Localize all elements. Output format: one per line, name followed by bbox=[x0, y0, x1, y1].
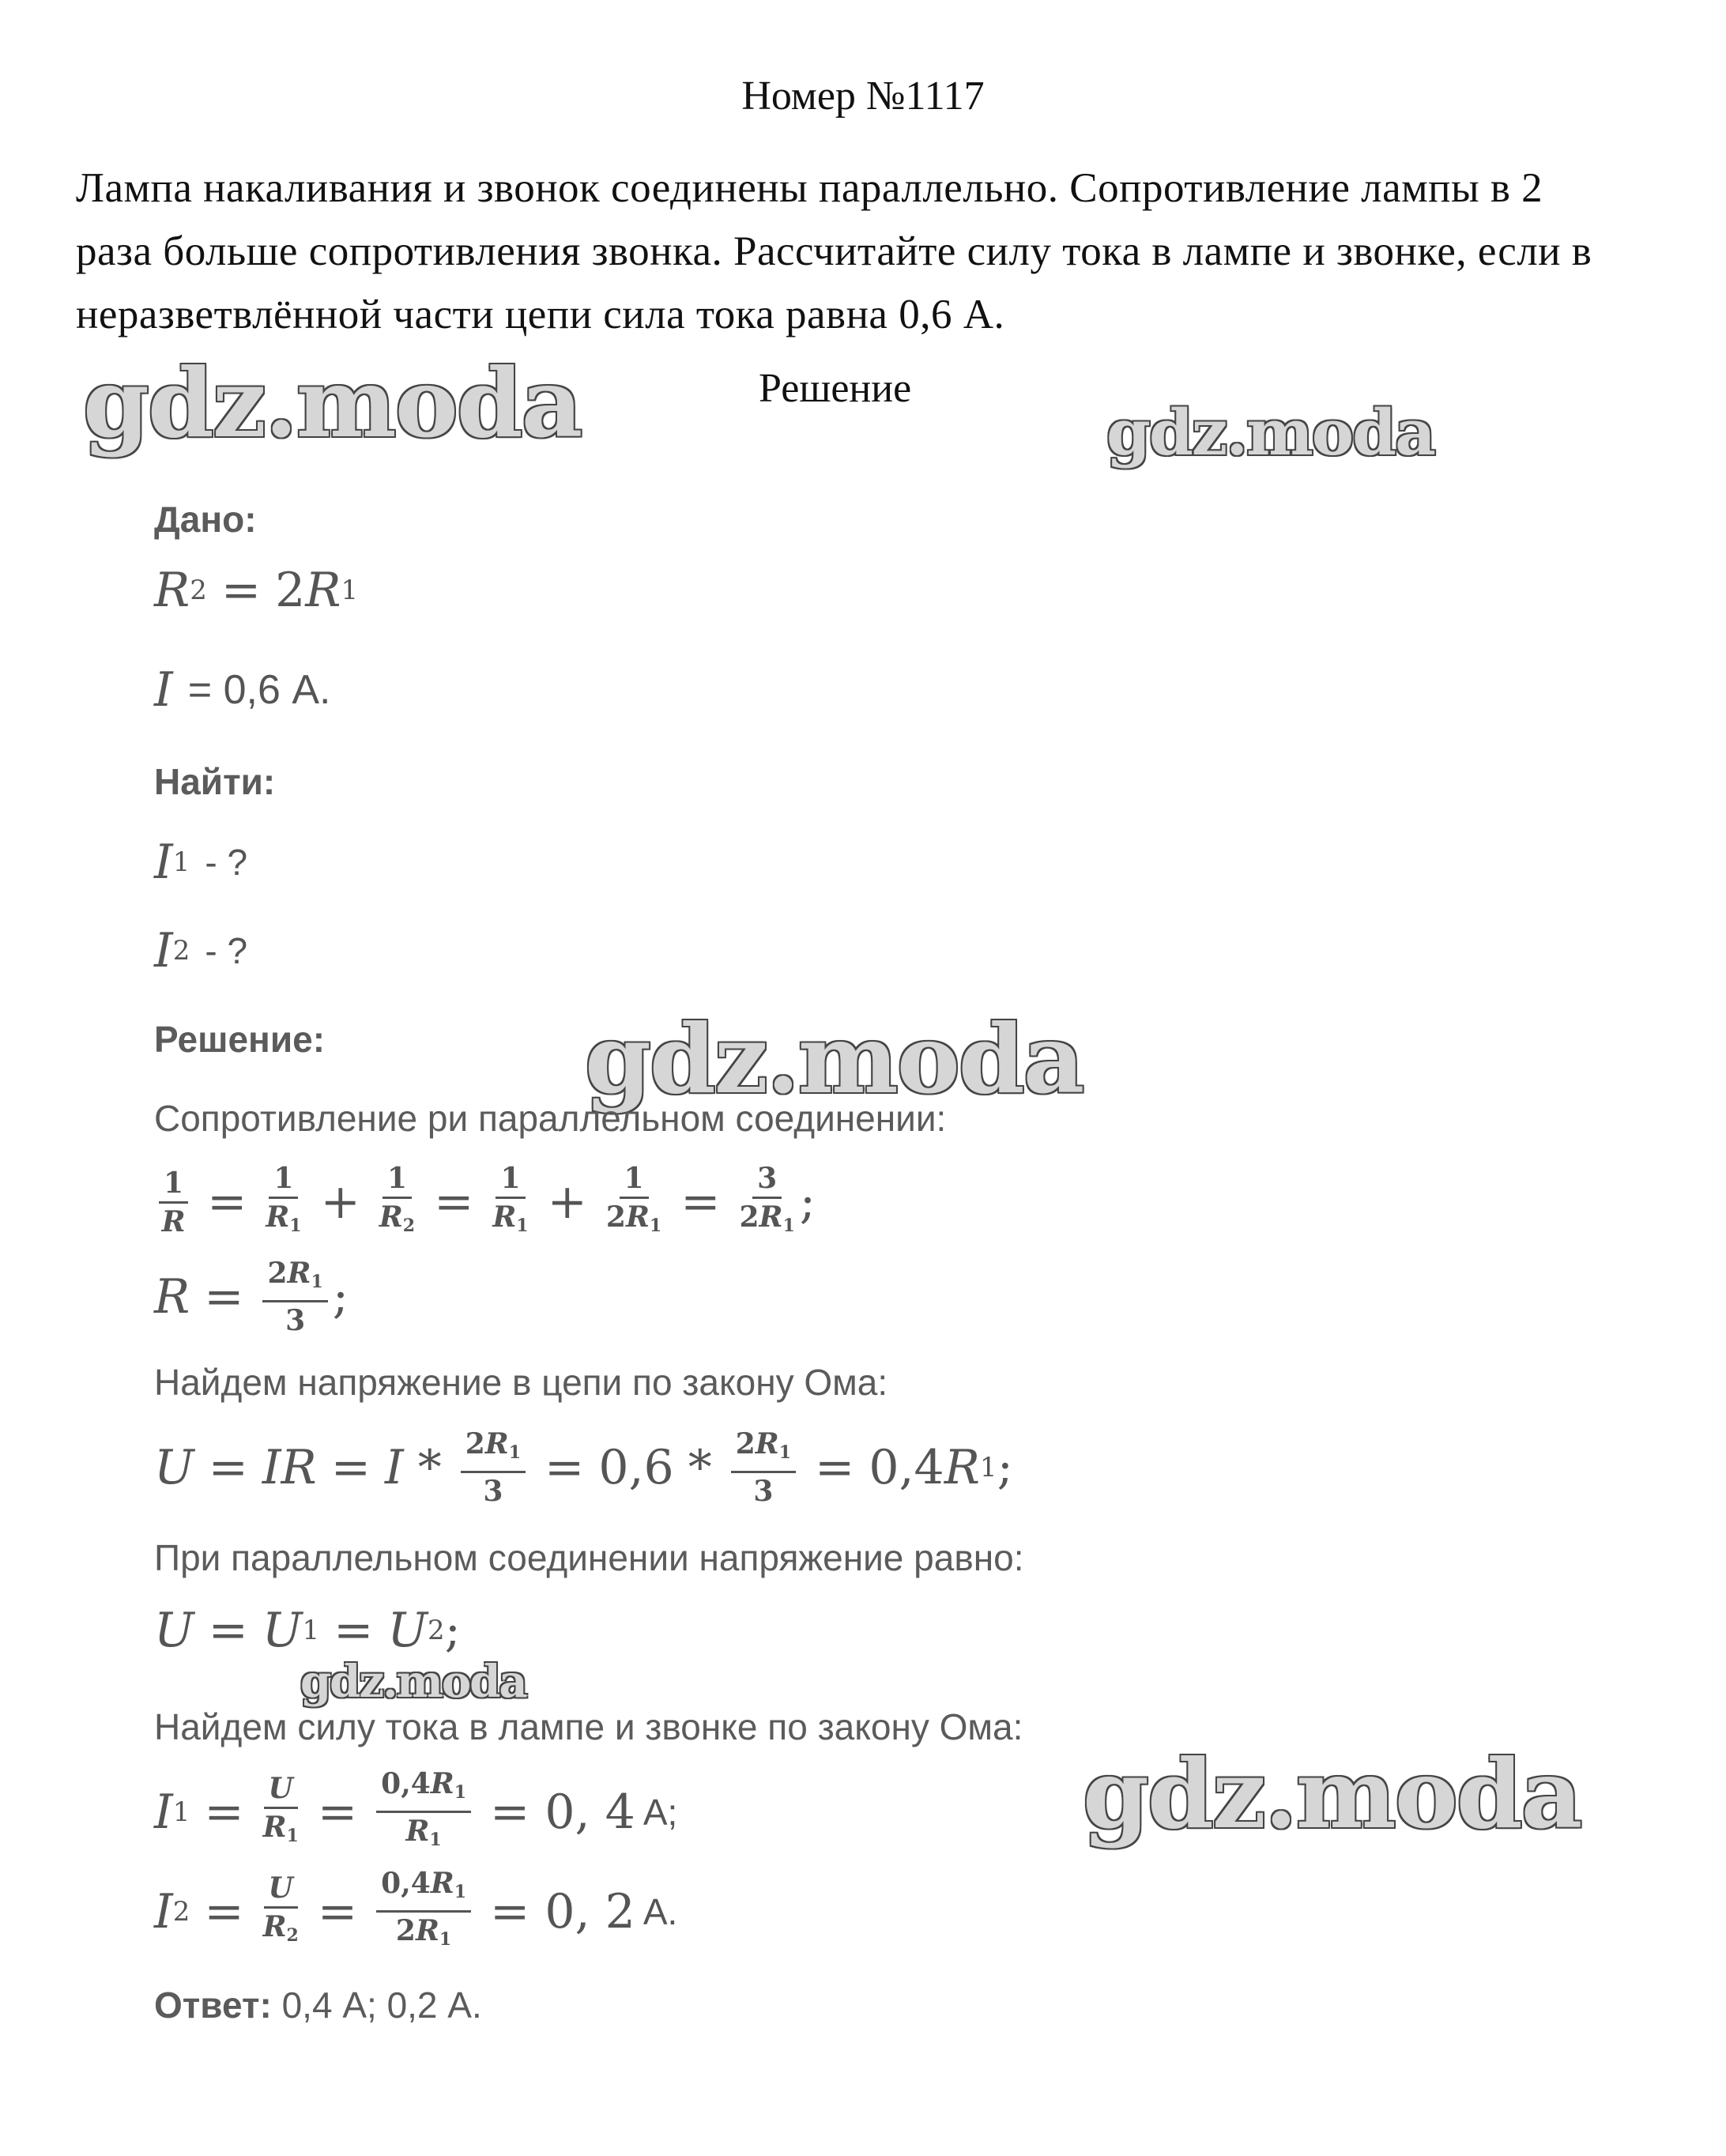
watermark: gdz.moda bbox=[1106, 395, 1434, 469]
find-i1: I 1 - ? bbox=[154, 835, 248, 890]
find-i1-suffix: - ? bbox=[205, 842, 248, 883]
page-title: Номер №1117 bbox=[741, 74, 985, 119]
unit-a: А; bbox=[643, 1791, 678, 1833]
watermark: gdz.moda bbox=[300, 1656, 526, 1708]
unit-a: А. bbox=[643, 1890, 678, 1932]
result-i1: = 0, 4 bbox=[490, 1784, 635, 1840]
watermark: gdz.moda bbox=[1083, 1739, 1581, 1850]
formula-resistance: R = $\frac{2R_1}{3}$ ; bbox=[154, 1257, 349, 1337]
answer-value: 0,4 А; 0,2 А. bbox=[281, 1984, 482, 2026]
step3-text: При параллельном соединении напряжение равно: bbox=[154, 1537, 1024, 1578]
find-label: Найти: bbox=[154, 761, 276, 802]
formula-i2: I 2 = $\frac{U}{R_2}$ = $\frac{0,4R_1}{2R_1}$ = 0, 2 А. bbox=[154, 1867, 678, 1950]
find-i2-suffix: - ? bbox=[205, 930, 248, 971]
problem-statement: Лампа накаливания и звонок соединены параллельно. Сопротивление лампы в 2 раза больше сопротивления звонка. Рассчитайте силу тока в лампе и звонке, если в неразветвлённой части цепи сила тока равна 0,6 А. bbox=[76, 165, 1592, 337]
given-current-eq: I = 0,6 А. bbox=[154, 662, 331, 718]
step2-text: Найдем напряжение в цепи по закону Ома: bbox=[154, 1362, 888, 1403]
answer-line bbox=[154, 1984, 482, 2026]
solution-heading: Решение bbox=[759, 366, 912, 411]
result-i2: = 0, 2 bbox=[490, 1883, 635, 1939]
formula-i1: I 1 = $\frac{U}{R_1}$ = $\frac{0,4R_1}{R_1}$ = 0, 4 А; bbox=[154, 1767, 678, 1850]
watermark: gdz.moda bbox=[585, 1004, 1083, 1115]
given-resistance-eq: R 2 = 2 R 1 bbox=[154, 563, 359, 618]
given-label: Дано: bbox=[154, 499, 257, 540]
answer-label: Ответ: bbox=[154, 1984, 272, 2026]
step1-text: Сопротивление ри параллельном соединении: bbox=[154, 1098, 947, 1139]
step4-text: Найдем силу тока в лампе и звонке по закону Ома: bbox=[154, 1706, 1023, 1747]
formula-voltage: U = IR = I * $\frac{2R_1}{3}$ = 0,6 * $\frac{2R_1}{3}$ = 0,4 R 1 ; bbox=[154, 1427, 1013, 1508]
find-i2: I 2 - ? bbox=[154, 923, 248, 978]
formula-resistance-sum: $\frac{1}{R}$ = $\frac{1}{R_1}$ + $\frac{1}{R_2}$ = $\frac{1}{R_1}$ + $\frac{1}{2R_1}$ = $\frac{3}{2R_1}$ ; bbox=[154, 1162, 816, 1242]
given-current-value: = 0,6 А. bbox=[187, 667, 331, 713]
formula-voltage-equal: U = U 1 = U 2 ; bbox=[154, 1603, 461, 1658]
solution-label: Решение: bbox=[154, 1019, 326, 1060]
watermark: gdz.moda bbox=[83, 348, 582, 459]
